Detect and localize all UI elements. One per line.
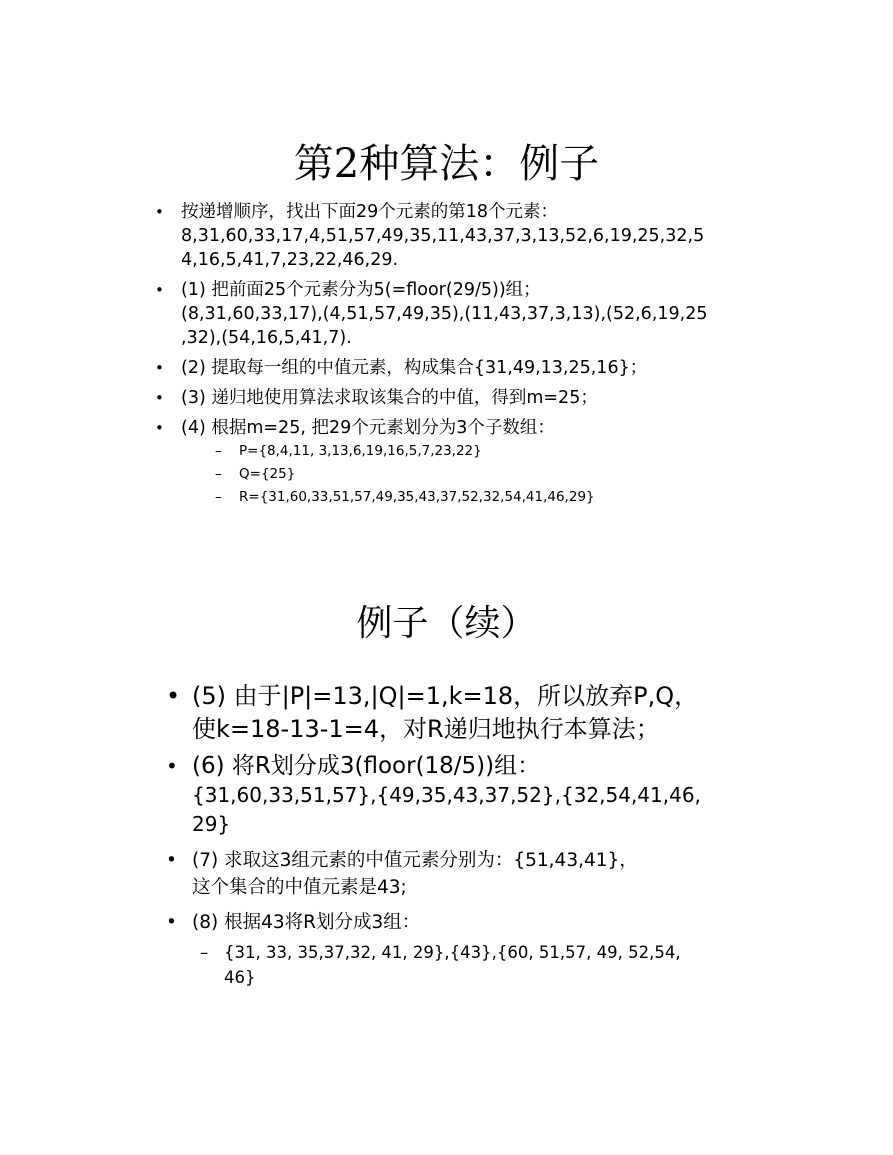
sub-bullet-text-line: 46} — [224, 968, 256, 987]
bullet-text-line: (8,31,60,33,17),(4,51,57,49,35),(11,43,37,3,13),(52,6,19,25 — [181, 304, 708, 324]
bullet-text-line: (4) 根据m=25, 把29个元素划分为3个子数组： — [181, 418, 555, 438]
bullet-marker: • — [155, 359, 164, 377]
slide1-sub-bullet-q — [215, 463, 775, 486]
slide1-bullet-3 — [155, 356, 775, 380]
bullet-text-line: ,32),(54,16,5,41,7). — [181, 328, 352, 348]
sub-bullet-text: Q={25} — [239, 466, 296, 482]
bullet-text-line: 4,16,5,41,7,23,22,46,29. — [181, 250, 399, 270]
bullet-text-line: 按递增顺序，找出下面29个元素的第18个元素： — [181, 202, 559, 222]
bullet-marker: • — [166, 912, 177, 933]
dash-marker: – — [215, 489, 222, 505]
bullet-text-line: (7) 求取这3组元素的中值元素分别为：{51,43,41}， — [192, 850, 638, 871]
slide1-sub-bullet-p — [215, 440, 775, 463]
slide2-sub-bullet-list — [192, 940, 806, 990]
bullet-text-line: (2) 提取每一组的中值元素，构成集合{31,49,13,25,16}； — [181, 358, 648, 378]
bullet-text-line: 29} — [192, 812, 231, 836]
slide2-bullet-5 — [166, 680, 806, 746]
bullet-text-line: 这个集合的中值元素是43; — [192, 877, 407, 898]
bullet-marker: • — [166, 754, 178, 778]
bullet-text-line: 使k=18-13-1=4，对R递归地执行本算法； — [192, 715, 660, 743]
slide1-bullet-2 — [155, 278, 775, 350]
dash-marker: – — [215, 466, 222, 482]
bullet-text-line: (3) 递归地使用算法求取该集合的中值，得到m=25； — [181, 388, 598, 408]
bullet-text-line: (6) 将R划分成3(floor(18/5))组： — [192, 753, 541, 779]
bullet-marker: • — [166, 850, 177, 871]
dash-marker: – — [215, 443, 222, 459]
slide1-bullet-4 — [155, 386, 775, 410]
slide2-bullet-7 — [166, 847, 806, 901]
slide2-bullet-8 — [166, 909, 806, 990]
slide1-title: 第2种算法：例子 — [293, 141, 600, 187]
sub-bullet-text: P={8,4,11, 3,13,6,19,16,5,7,23,22} — [239, 443, 482, 459]
bullet-marker: • — [155, 419, 164, 437]
slide1-bullet-5 — [155, 416, 775, 509]
slide2-bullet-6 — [166, 752, 806, 839]
slide2-title: 例子（续） — [356, 603, 537, 644]
bullet-marker: • — [155, 389, 164, 407]
sub-bullet-text-line: {31, 33, 35,37,32, 41, 29},{43},{60, 51,57, 49, 52,54, — [224, 943, 681, 962]
bullet-text-line: 8,31,60,33,17,4,51,57,49,35,11,43,37,3,13,52,6,19,25,32,5 — [181, 226, 705, 246]
bullet-text-line: (5) 由于|P|=13,|Q|=1,k=18，所以放弃P,Q， — [192, 682, 699, 710]
slide2-bullet-list — [166, 680, 806, 998]
bullet-text-line: {31,60,33,51,57},{49,35,43,37,52},{32,54,41,46, — [192, 783, 701, 807]
slide2-sub-bullet-groups — [200, 940, 806, 990]
bullet-marker: • — [166, 682, 181, 710]
dash-marker: – — [200, 943, 209, 962]
bullet-text-line: (1) 把前面25个元素分为5(=floor(29/5))组； — [181, 280, 541, 300]
bullet-marker: • — [155, 281, 164, 299]
bullet-text-line: (8) 根据43将R划分成3组： — [192, 912, 421, 933]
slide1-sub-bullet-list — [181, 440, 775, 509]
slide1-sub-bullet-r — [215, 486, 775, 509]
bullet-marker: • — [155, 203, 164, 221]
slide1-bullet-1 — [155, 200, 775, 272]
sub-bullet-text: R={31,60,33,51,57,49,35,43,37,52,32,54,41,46,29} — [239, 489, 595, 505]
slide1-bullet-list — [155, 200, 775, 515]
